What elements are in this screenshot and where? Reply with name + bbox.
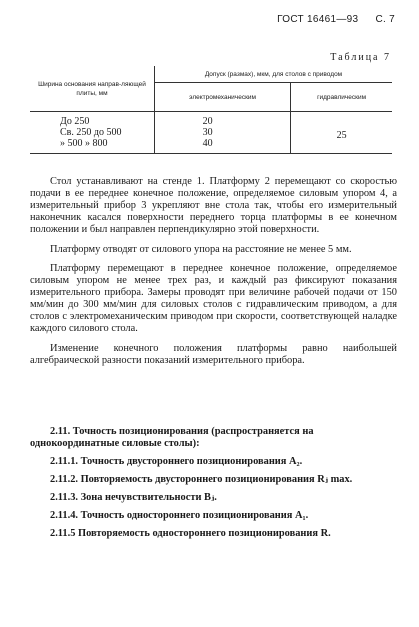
page-header [277,14,395,25]
section-item: 2.11.4. Точность одностороннего позиционирования A₁. [50,510,309,521]
section-heading: 2.11. Точность позиционирования (распространяется на однокоординатные силовые столы): [30,426,314,449]
tolerance-group-header: Допуск (размах), мкм, для столов с приводом [155,66,393,83]
table-caption: Таблица 7 [330,52,391,63]
electro-value: 30 [202,127,213,138]
table-body-row [30,112,392,154]
paragraph: Платформу отводят от силового упора на расстояние не менее 5 мм. [50,243,352,255]
body-text [30,176,397,375]
section-item: 2.11.1. Точность двустороннего позиционирования A₂. [50,456,303,467]
hydraulic-value: 25 [291,112,392,154]
paragraph: Стол устанавливают на стенде 1. Платформу 2 перемещают со скоростью подачи в ее переднее конечное положение, определяемое силовым упором 4, а измерительный прибор 3 укрепляют вне стола так, чтобы его измерительный наконечник касался поверхности переднего торца платформы в ее конечном положении и был направлен перпендикулярно этой поверхности. [30,176,397,235]
section-list [30,426,397,546]
hydraulic-header: гидравлическим [291,83,392,112]
range-cell: Св. 250 до 500 [60,127,122,138]
section-item: 2.11.5 Повторяемость одностороннего позиционирования R. [50,528,331,539]
range-cell: До 250 [60,116,90,127]
electro-value: 20 [202,116,213,127]
electro-value: 40 [202,138,213,149]
standard-number: ГОСТ 16461—93 [277,14,359,25]
tolerance-table [30,66,392,154]
electromechanical-header: электромеханическим [155,83,291,112]
range-cell: » 500 » 800 [60,138,108,149]
paragraph: Изменение конечного положения платформы равно наибольшей алгебраической разности показаний измерительного прибора. [30,342,397,366]
paragraph: Платформу перемещают в переднее конечное положение, определяемое силовым упором не менее трех раз, и каждый раз фиксируют показания измерительного прибора. Замеры проводят при величине рабочей подачи от 150 мм/мин до 300 мм/мин для силовых столов с гидравлическим приводом, а для столов с электромеханическим приводом при скорости, соответствующей наладке каждого силового стола. [30,263,397,334]
page-number: С. 7 [375,14,395,25]
col-width-header: Ширина основания направ-ляющей плиты, мм [30,66,155,112]
section-item: 2.11.3. Зона нечувствительности Bⱼ. [50,492,217,503]
section-item: 2.11.2. Повторяемость двустороннего позиционирования Rⱼ max. [50,474,353,485]
